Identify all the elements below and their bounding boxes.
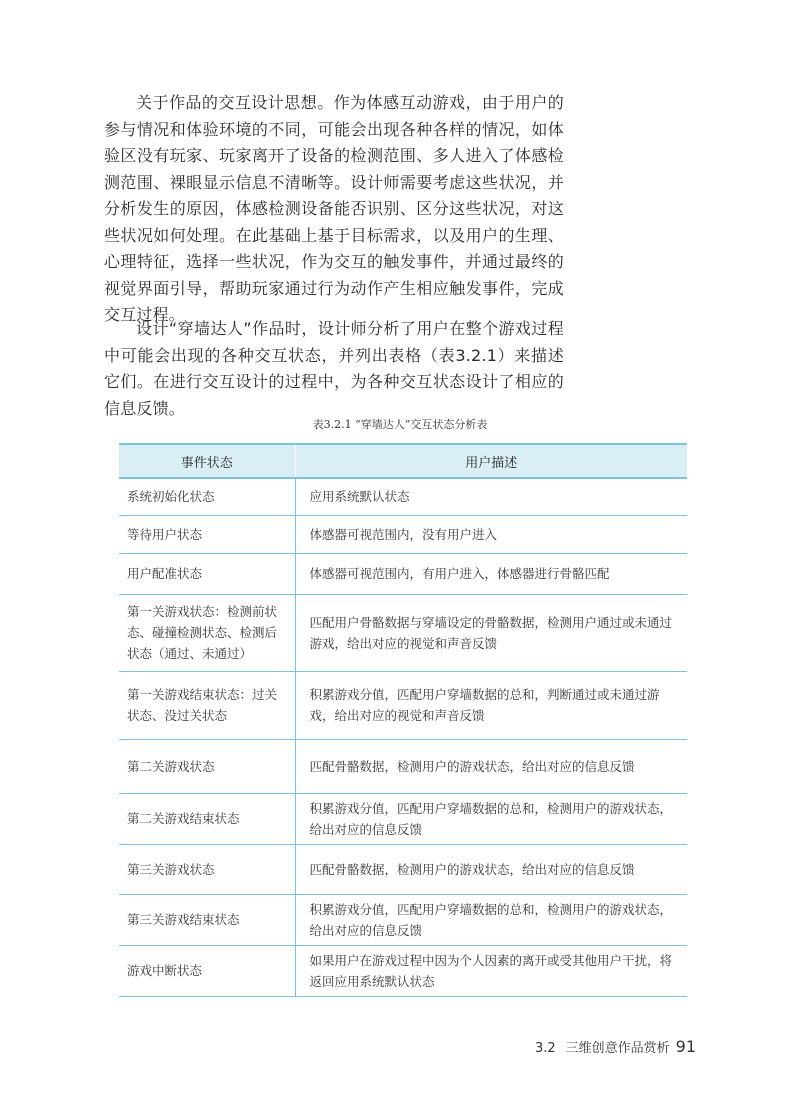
state-cell: 系统初始化状态	[119, 478, 295, 515]
table-header-row	[119, 444, 687, 478]
state-cell: 第二关游戏结束状态	[119, 793, 295, 844]
state-cell: 第一关游戏状态：检测前状态、碰撞检测状态、检测后状态（通过、未通过）	[119, 594, 295, 671]
table-row	[119, 553, 687, 594]
paragraph-table-intro: 设计“穿墙达人”作品时，设计师分析了用户在整个游戏过程中可能会出现的各种交互状态，并列出表格（表3.2.1）来描述它们。在进行交互设计的过程中，为各种交互状态设计了相应的信息反馈。	[104, 319, 564, 418]
state-analysis-table	[119, 443, 687, 997]
description-cell: 应用系统默认状态	[295, 478, 687, 515]
section-number: 3.2	[534, 1041, 556, 1056]
description-cell: 体感器可视范围内，有用户进入，体感器进行骨骼匹配	[295, 553, 687, 594]
table-row	[119, 945, 687, 996]
table-row	[119, 739, 687, 793]
table-row	[119, 894, 687, 945]
header-event-state: 事件状态	[119, 444, 295, 478]
header-user-description: 用户描述	[295, 444, 687, 478]
description-cell: 匹配骨骼数据，检测用户的游戏状态，给出对应的信息反馈	[295, 739, 687, 793]
description-cell: 体感器可视范围内，没有用户进入	[295, 515, 687, 553]
table-row	[119, 671, 687, 739]
state-cell: 等待用户状态	[119, 515, 295, 553]
page-number: 91	[675, 1037, 696, 1056]
state-cell: 第一关游戏结束状态：过关状态、没过关状态	[119, 671, 295, 739]
description-cell: 匹配用户骨骼数据与穿墙设定的骨骼数据，检测用户通过或未通过游戏，给出对应的视觉和声音反馈	[295, 594, 687, 671]
state-cell: 游戏中断状态	[119, 945, 295, 996]
table-row	[119, 478, 687, 515]
state-cell: 用户配准状态	[119, 553, 295, 594]
table-row	[119, 793, 687, 844]
paragraph-intro: 关于作品的交互设计思想。作为体感互动游戏，由于用户的参与情况和体验环境的不同，可能会出现各种各样的情况，如体验区没有玩家、玩家离开了设备的检测范围、多人进入了体感检测范围、裸眼显示信息不清晰等。设计师需要考虑这些状况，并分析发生的原因，体感检测设备能否识别、区分这些状况，对这些状况如何处理。在此基础上基于目标需求，以及用户的生理、心理特征，选择一些状况，作为交互的触发事件，并通过最终的视觉界面引导，帮助玩家通过行为动作产生相应触发事件，完成交互过程。	[104, 93, 564, 324]
state-cell: 第二关游戏状态	[119, 739, 295, 793]
description-cell: 积累游戏分值，匹配用户穿墙数据的总和，检测用户的游戏状态，给出对应的信息反馈	[295, 894, 687, 945]
description-cell: 匹配骨骼数据，检测用户的游戏状态，给出对应的信息反馈	[295, 844, 687, 894]
state-cell: 第三关游戏状态	[119, 844, 295, 894]
section-title: 三维创意作品赏析	[565, 1041, 670, 1056]
state-cell: 第三关游戏结束状态	[119, 894, 295, 945]
description-cell: 积累游戏分值，匹配用户穿墙数据的总和，判断通过或未通过游戏，给出对应的视觉和声音反馈	[295, 671, 687, 739]
table-row	[119, 844, 687, 894]
page-footer	[535, 1037, 696, 1056]
description-cell: 积累游戏分值，匹配用户穿墙数据的总和，检测用户的游戏状态，给出对应的信息反馈	[295, 793, 687, 844]
table-row	[119, 594, 687, 671]
table-caption: 表3.2.1 “穿墙达人”交互状态分析表	[312, 418, 488, 431]
table-row	[119, 515, 687, 553]
description-cell: 如果用户在游戏过程中因为个人因素的离开或受其他用户干扰，将返回应用系统默认状态	[295, 945, 687, 996]
